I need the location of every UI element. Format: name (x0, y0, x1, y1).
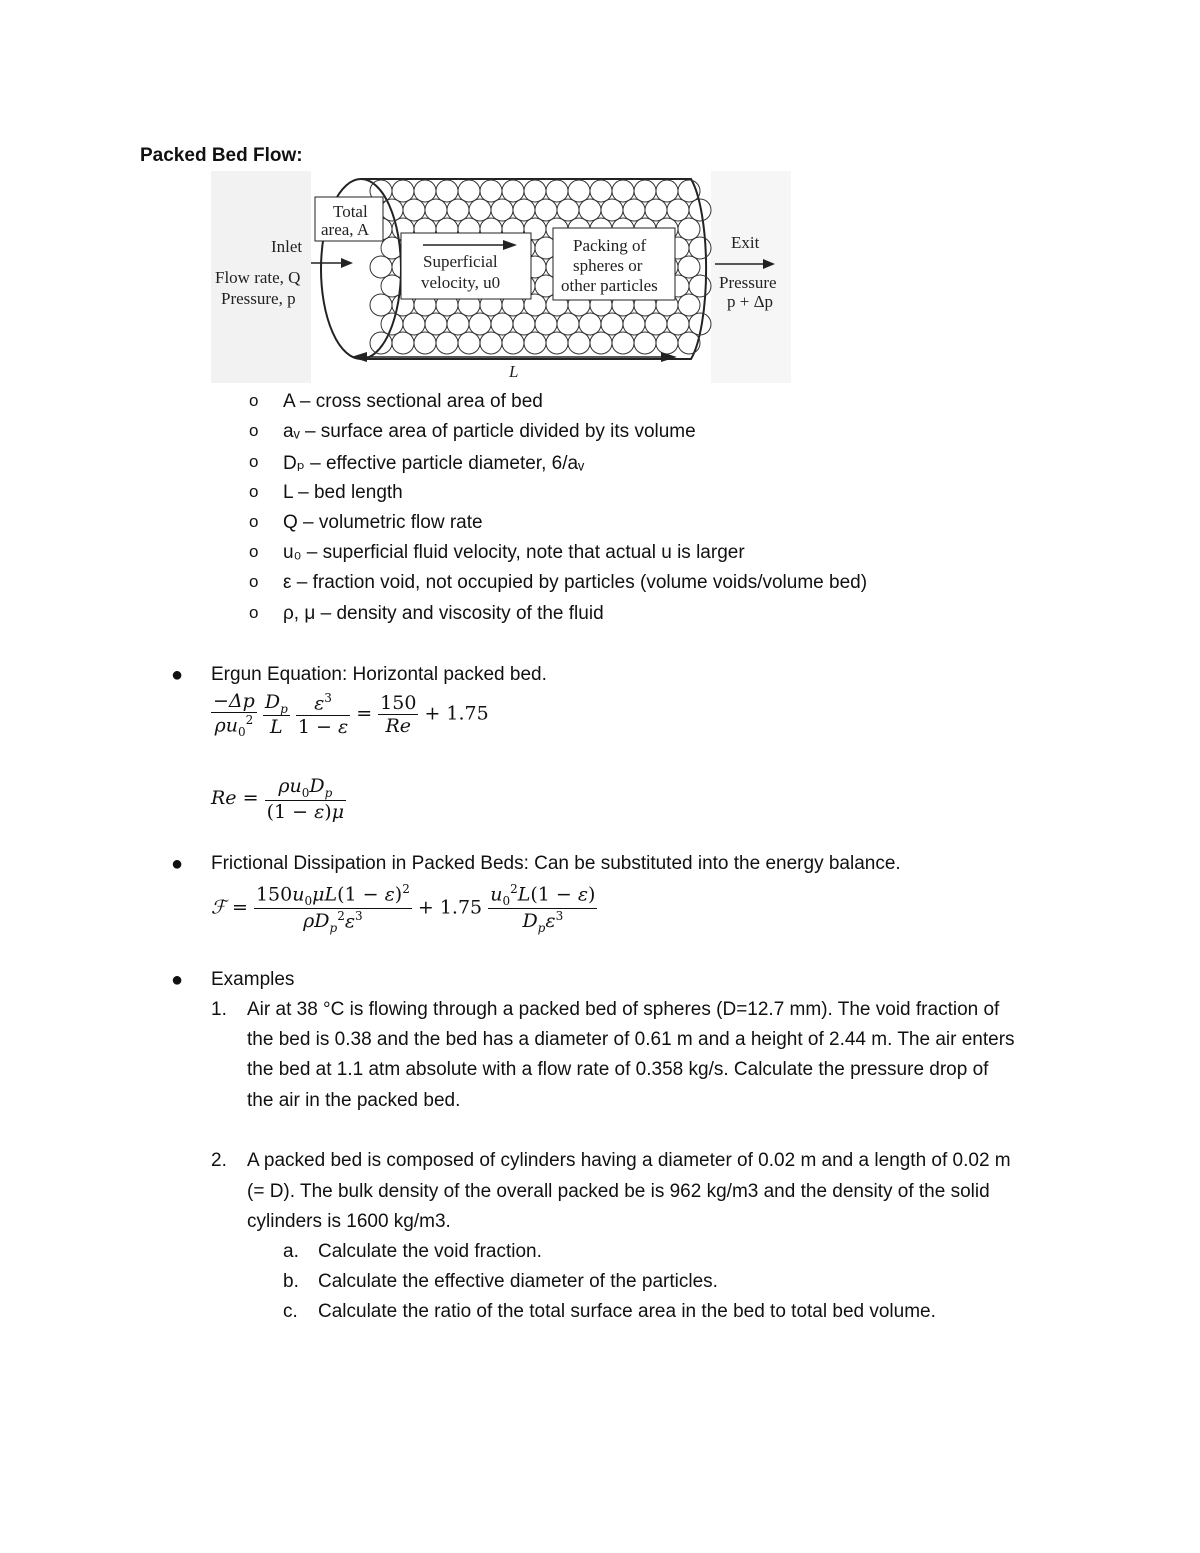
sub-item-text: Calculate the void fraction. (318, 1241, 542, 1262)
example-1-line: Air at 38 °C is flowing through a packed bed of spheres (D=12.7 mm). The void fraction of (247, 999, 1000, 1020)
friction-equation: ℱ = $\frac{150u_0\mu L(1 - \varepsilon)^2}{\rho D_p^2\varepsilon^3}$ + 1.75 $\frac{u_0^2L(1 - \varepsilon)}{D_p\varepsilon^3}$ (211, 882, 596, 936)
fig-length-label: L (509, 362, 519, 381)
fig-exit-pressure-label: Pressure (719, 273, 777, 292)
sub-item-letter: b. (283, 1271, 299, 1292)
fig-exit-pressure2-label: p + Δp (727, 292, 774, 311)
example-1-line: the bed is 0.38 and the bed has a diameter of 0.61 m and a height of 2.44 m. The air enters (247, 1029, 1015, 1050)
ergun-equation: $\frac{-\Delta p}{\rho u_0^2}$ $\frac{D_p}{L}$ $\frac{\varepsilon^3}{1 - \varepsilon}$ = $\frac{150}{Re}$ + 1.75 (213, 690, 489, 740)
list-item: o Dₚ – effective particle diameter, 6/aᵥ (249, 452, 585, 474)
list-item: o ε – fraction void, not occupied by particles (volume voids/volume bed) (249, 572, 868, 593)
fig-inlet-label: Inlet (271, 237, 303, 256)
examples-heading: Examples (211, 969, 295, 990)
packed-bed-diagram (211, 171, 791, 383)
sub-item-letter: c. (283, 1301, 298, 1322)
sub-item-text: Calculate the effective diameter of the particles. (318, 1271, 718, 1292)
list-item: o u₀ – superficial fluid velocity, note that actual u is larger (249, 542, 745, 563)
fig-spheres-label: spheres or (573, 256, 643, 275)
example-2-line: (= D). The bulk density of the overall packed be is 962 kg/m3 and the density of the solid (247, 1181, 990, 1202)
fig-packing-label: Packing of (573, 236, 647, 255)
fig-total-label: Total (333, 202, 368, 221)
fig-particles-label: other particles (561, 276, 658, 295)
sub-item-letter: a. (283, 1241, 299, 1262)
bullet-dot: ● (171, 969, 184, 991)
list-item: o aᵥ – surface area of particle divided by its volume (249, 421, 696, 442)
sub-item-text: Calculate the ratio of the total surface area in the bed to total bed volume. (318, 1301, 936, 1322)
fig-pressure-label: Pressure, p (221, 289, 296, 308)
fig-exit-label: Exit (731, 233, 760, 252)
fig-velocity-label: velocity, u0 (421, 273, 501, 292)
fig-superficial-label: Superficial (423, 252, 498, 271)
list-item: o ρ, μ – density and viscosity of the fluid (249, 603, 604, 624)
list-item: o Q – volumetric flow rate (249, 512, 483, 533)
example-2-line: A packed bed is composed of cylinders having a diameter of 0.02 m and a length of 0.02 m (247, 1150, 1011, 1171)
bullet-dot: ● (171, 664, 184, 686)
example-number: 2. (211, 1150, 227, 1171)
bullet-dot: ● (171, 853, 184, 875)
reynolds-equation: Re = $\frac{\rho u_0D_p}{(1 - \varepsilon)\mu}$ (211, 775, 345, 823)
example-number: 1. (211, 999, 227, 1020)
list-item: o A – cross sectional area of bed (249, 391, 543, 412)
example-1-line: the air in the packed bed. (247, 1090, 461, 1111)
friction-heading: Frictional Dissipation in Packed Beds: Can be substituted into the energy balance. (211, 853, 901, 874)
list-item: o L – bed length (249, 482, 403, 503)
page-title: Packed Bed Flow: (140, 145, 303, 166)
example-1-line: the bed at 1.1 atm absolute with a flow rate of 0.358 kg/s. Calculate the pressure drop of (247, 1059, 989, 1080)
example-2-line: cylinders is 1600 kg/m3. (247, 1211, 451, 1232)
ergun-heading: Ergun Equation: Horizontal packed bed. (211, 664, 547, 685)
fig-flowrate-label: Flow rate, Q (215, 268, 301, 287)
fig-area-label: area, A (321, 220, 370, 239)
